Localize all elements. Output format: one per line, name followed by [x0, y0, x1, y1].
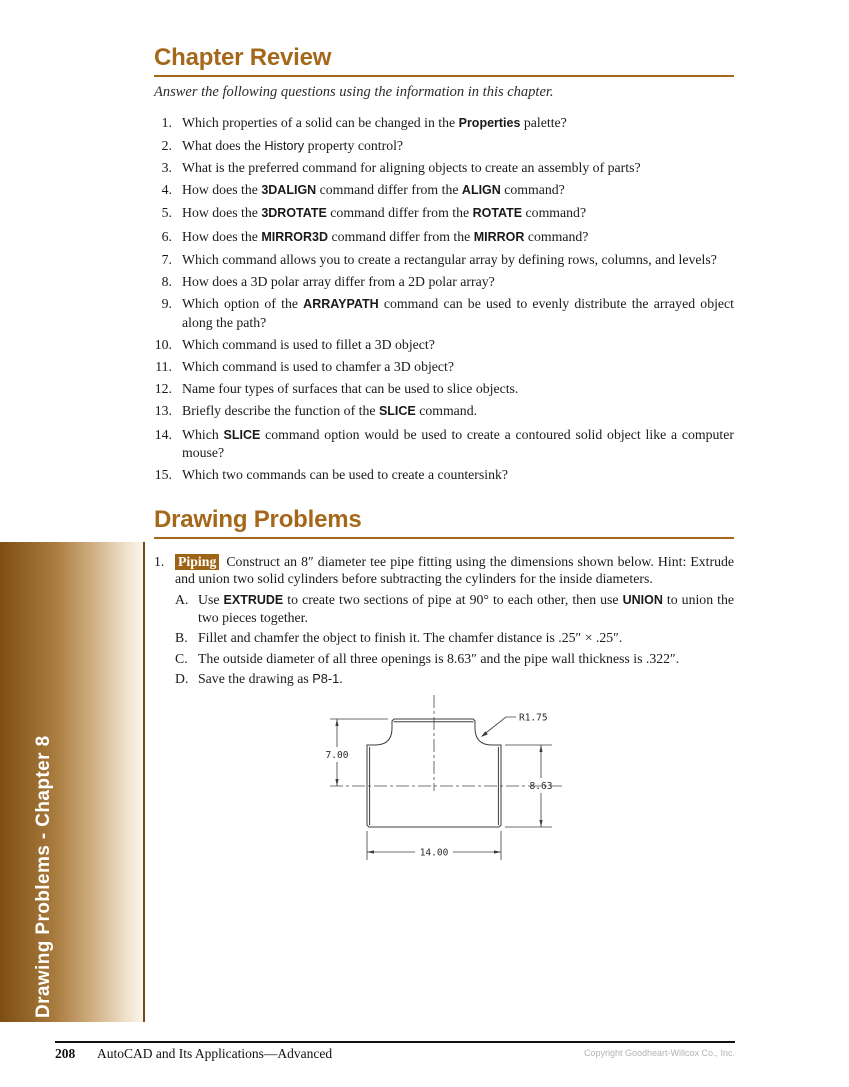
text-segment: Which command allows you to create a rectangular array by defining rows, columns, and levels? [182, 251, 717, 267]
question-text [182, 380, 734, 398]
question-text [182, 466, 734, 484]
text-segment: 3DALIGN [261, 183, 317, 198]
text-segment: History [264, 137, 305, 153]
substep-text [198, 670, 734, 688]
question-number: 14. [154, 426, 172, 442]
text-segment: command option would be used to create a contoured solid object like a computer mouse? [182, 426, 734, 461]
substep-text [198, 591, 734, 627]
text-segment: command. [415, 403, 478, 419]
text-segment: Which option of the [182, 296, 304, 312]
question-number: 11. [155, 359, 172, 375]
chapter-review-section [154, 44, 734, 484]
drawing-problems-section [154, 506, 734, 876]
text-segment: EXTRUDE [223, 592, 284, 607]
page-content [154, 44, 734, 876]
question-text [182, 204, 734, 223]
question-number: 12. [154, 381, 172, 397]
substep-item [175, 629, 734, 647]
text-segment: Which [182, 426, 224, 442]
substep-item [175, 591, 734, 627]
substep-letter: D. [175, 670, 189, 686]
problem-substeps [154, 591, 734, 687]
footer-rule [55, 1041, 735, 1043]
text-segment: 3DROTATE [261, 206, 327, 221]
dimension-14-00 [367, 831, 501, 860]
question-item [154, 426, 734, 462]
question-item [154, 336, 734, 354]
footer-page-number: 208 [55, 1046, 76, 1061]
text-segment: command? [524, 228, 589, 244]
text-segment: Properties [458, 115, 521, 130]
footer-copyright: Copyright Goodheart-Willcox Co., Inc. [583, 1048, 735, 1058]
question-number: 6. [161, 228, 172, 244]
question-item [154, 402, 734, 421]
problem-item [154, 553, 734, 588]
text-segment: UNION [622, 592, 663, 607]
text-segment: Briefly describe the function of the [182, 403, 379, 419]
substep-item [175, 670, 734, 688]
question-item [154, 159, 734, 177]
question-text [182, 137, 734, 155]
question-text [182, 251, 734, 269]
text-segment: Construct an 8″ diameter tee pipe fitting using the dimensions shown below. Hint: Extrude and union two solid cylinders before subtracting the cylinders for the inside diameters. [175, 553, 734, 587]
question-number: 7. [161, 251, 172, 267]
text-segment: Name four types of surfaces that can be used to slice objects. [182, 381, 519, 397]
text-segment: to union the two pieces together. [198, 591, 735, 626]
text-segment: How does the [182, 205, 262, 221]
question-text [182, 181, 734, 200]
question-number: 15. [154, 467, 172, 483]
text-segment: ALIGN [461, 183, 501, 198]
text-segment: command? [522, 205, 587, 221]
text-segment: Which command is used to chamfer a 3D object? [182, 359, 455, 375]
tee-fitting-figure [320, 690, 570, 876]
dim-height-label: 7.00 [325, 749, 349, 761]
question-number: 10. [154, 336, 172, 352]
text-segment: command differ from the [326, 205, 473, 221]
text-segment: How does a 3D polar array differ from a 2D polar array? [182, 273, 495, 289]
question-number: 5. [161, 205, 172, 221]
question-number: 8. [161, 273, 172, 289]
text-segment: MIRROR3D [261, 229, 328, 244]
dim-width-label: 14.00 [419, 847, 449, 859]
dim-radius-label: R1.75 [519, 712, 548, 724]
text-segment: . [339, 670, 343, 686]
text-segment: How does the [182, 182, 262, 198]
substep-letter: B. [175, 630, 188, 646]
question-list [154, 114, 734, 484]
sidebar-gradient-band [0, 542, 144, 1022]
substep-letter: C. [175, 650, 188, 666]
question-number: 4. [161, 182, 172, 198]
question-text [182, 402, 734, 421]
text-segment: SLICE [378, 404, 416, 419]
question-number: 13. [154, 403, 172, 419]
question-number: 1. [161, 114, 172, 130]
drawing-problems-rule [154, 537, 734, 539]
text-segment: P8-1 [312, 670, 340, 686]
question-item [154, 466, 734, 484]
question-text [182, 228, 734, 247]
question-item [154, 251, 734, 269]
sidebar-chapter-label: Drawing Problems - Chapter 8 [33, 735, 54, 1018]
text-segment: What does the [182, 137, 265, 153]
question-text [182, 358, 734, 376]
text-segment: ROTATE [472, 206, 523, 221]
text-segment: command differ from the [316, 182, 462, 198]
leader-r1-75 [481, 712, 548, 737]
text-segment: Fillet and chamfer the object to finish it. The chamfer distance is .25″ × .25″. [198, 630, 623, 646]
text-segment: Use [198, 591, 224, 607]
text-segment: What is the preferred command for aligning objects to create an assembly of parts? [182, 159, 641, 175]
question-item [154, 380, 734, 398]
text-segment: to create two sections of pipe at 90° to each other, then use [283, 591, 623, 607]
text-segment: The outside diameter of all three openings is 8.63″ and the pipe wall thickness is .322″. [198, 650, 680, 666]
substep-item [175, 650, 734, 668]
dim-diameter-label: 8.63 [529, 780, 553, 792]
question-text [182, 336, 734, 354]
text-segment: property control? [304, 137, 404, 153]
text-segment: command can be used to evenly distribute the arrayed object along the path? [182, 296, 735, 330]
text-segment: Which command is used to fillet a 3D object? [182, 336, 435, 352]
substep-text [198, 629, 734, 647]
drawing-problems-title: Drawing Problems [154, 506, 362, 533]
substep-text [198, 650, 734, 668]
centerlines [330, 695, 562, 791]
footer-book-title: AutoCAD and Its Applications—Advanced [97, 1046, 333, 1061]
question-text [182, 159, 734, 177]
chapter-review-title: Chapter Review [154, 44, 332, 71]
problem-number: 1. [154, 553, 165, 569]
text-segment: MIRROR [473, 229, 525, 244]
text-segment: Which properties of a solid can be changed in the [182, 114, 459, 130]
question-item [154, 228, 734, 247]
problem-list [154, 553, 734, 876]
question-item [154, 137, 734, 155]
text-segment: How does the [182, 228, 262, 244]
text-segment: SLICE [223, 427, 261, 442]
text-segment: palette? [520, 114, 567, 130]
problem-category-tag: Piping [175, 554, 219, 570]
question-text [182, 273, 734, 291]
question-item [154, 295, 734, 331]
question-item [154, 114, 734, 133]
question-number: 9. [161, 296, 172, 312]
sidebar-divider-rule [143, 542, 145, 1022]
question-item [154, 273, 734, 291]
dimension-7-00 [326, 719, 388, 786]
question-text [182, 295, 734, 331]
text-segment: Save the drawing as [198, 670, 313, 686]
question-item [154, 358, 734, 376]
text-segment: Which two commands can be used to create a countersink? [182, 467, 509, 483]
chapter-review-intro: Answer the following questions using the information in this chapter. [154, 83, 554, 100]
problem-statement [175, 554, 734, 587]
question-item [154, 181, 734, 200]
question-text [182, 114, 734, 133]
question-text [182, 426, 734, 462]
question-item [154, 204, 734, 223]
text-segment: ARRAYPATH [303, 297, 379, 312]
problem-text [175, 553, 734, 588]
substep-letter: A. [175, 591, 189, 607]
chapter-review-rule [154, 75, 734, 77]
question-number: 2. [161, 137, 172, 153]
question-number: 3. [161, 159, 172, 175]
text-segment: command? [500, 182, 565, 198]
text-segment: command differ from the [328, 228, 474, 244]
